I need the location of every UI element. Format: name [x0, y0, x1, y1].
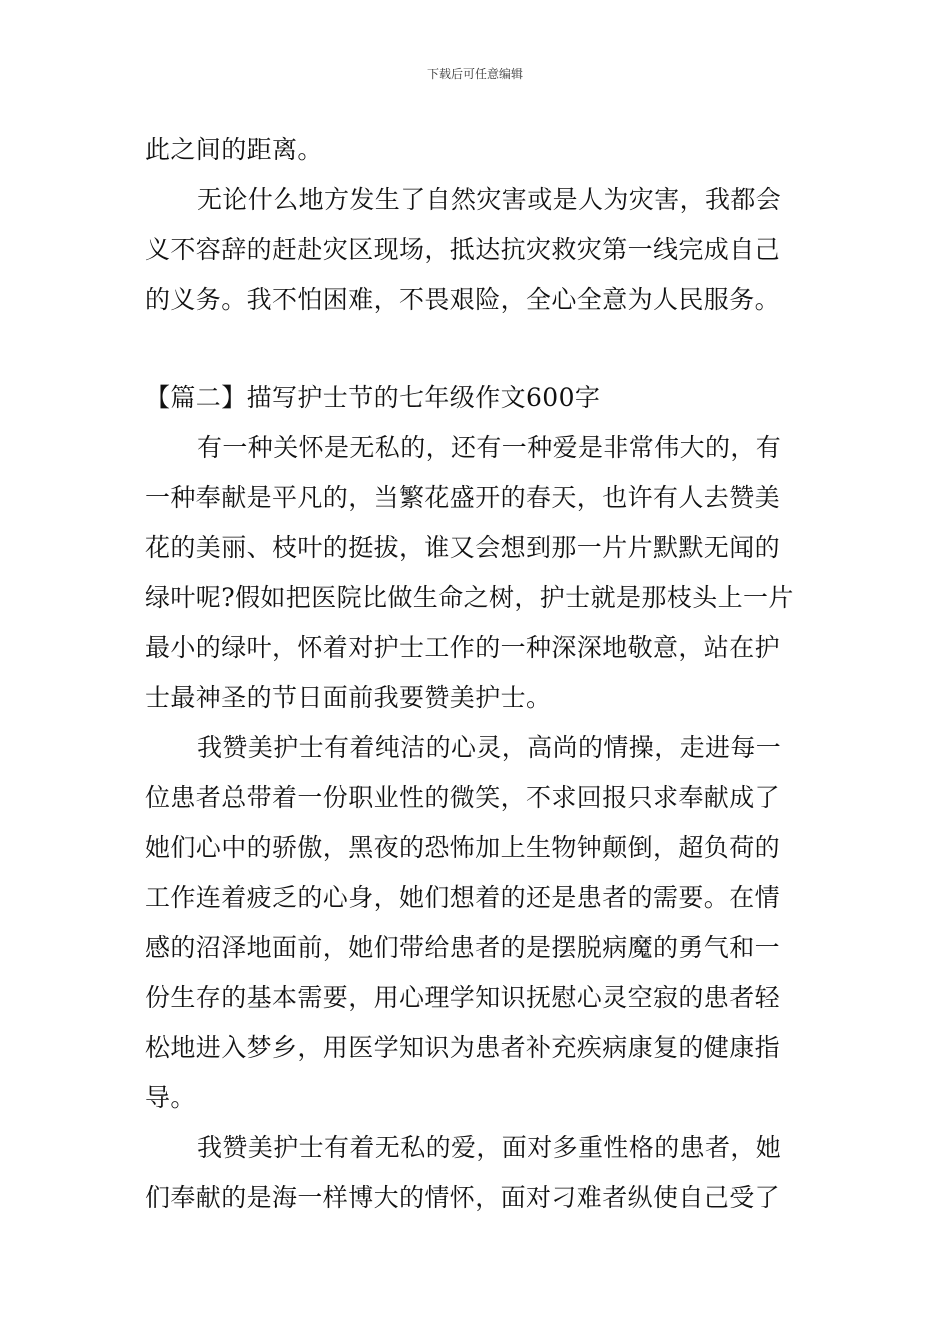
text-line: 花的美丽、枝叶的挺拔，谁又会想到那一片片默默无闻的	[145, 533, 781, 562]
paragraph-gap	[145, 325, 805, 373]
text-line: 感的沼泽地面前，她们带给患者的是摆脱病魔的勇气和一	[145, 933, 781, 962]
paragraph-5	[145, 1123, 805, 1223]
text-line: 此之间的距离。	[145, 135, 323, 164]
paragraph-3	[145, 423, 805, 723]
text-line: 她们心中的骄傲，黑夜的恐怖加上生物钟颠倒，超负荷的	[145, 833, 781, 862]
text-line: 我赞美护士有着无私的爱，面对多重性格的患者，她	[197, 1133, 782, 1162]
text-line: 导。	[145, 1083, 196, 1112]
text-line: 们奉献的是海一样博大的情怀，面对刁难者纵使自己受了	[145, 1183, 781, 1212]
text-line: 我赞美护士有着纯洁的心灵，高尚的情操，走进每一	[197, 733, 782, 762]
text-line: 的义务。我不怕困难，不畏艰险，全心全意为人民服务。	[145, 285, 781, 314]
text-line: 最小的绿叶，怀着对护士工作的一种深深地敬意，站在护	[145, 633, 781, 662]
text-line: 义不容辞的赶赴灾区现场，抵达抗灾救灾第一线完成自己	[145, 235, 781, 264]
text-line: 一种奉献是平凡的，当繁花盛开的春天，也许有人去赞美	[145, 483, 781, 512]
text-line: 工作连着疲乏的心身，她们想着的还是患者的需要。在情	[145, 883, 781, 912]
text-line: 无论什么地方发生了自然灾害或是人为灾害，我都会	[197, 185, 782, 214]
header-note: 下载后可任意编辑	[426, 67, 523, 81]
text-line: 份生存的基本需要，用心理学知识抚慰心灵空寂的患者轻	[145, 983, 781, 1012]
heading-text: 【篇二】描写护士节的七年级作文600字	[145, 383, 601, 412]
text-line: 松地进入梦乡，用医学知识为患者补充疾病康复的健康指	[145, 1033, 781, 1062]
document-body	[145, 125, 805, 1223]
paragraph-2	[145, 175, 805, 325]
text-line: 绿叶呢?假如把医院比做生命之树，护士就是那枝头上一片	[145, 583, 794, 612]
paragraph-4	[145, 723, 805, 1123]
text-line: 士最神圣的节日面前我要赞美护士。	[145, 683, 552, 712]
section-heading	[145, 373, 805, 423]
paragraph-1	[145, 125, 805, 175]
text-line: 位患者总带着一份职业性的微笑，不求回报只求奉献成了	[145, 783, 781, 812]
text-line: 有一种关怀是无私的，还有一种爱是非常伟大的，有	[197, 433, 782, 462]
